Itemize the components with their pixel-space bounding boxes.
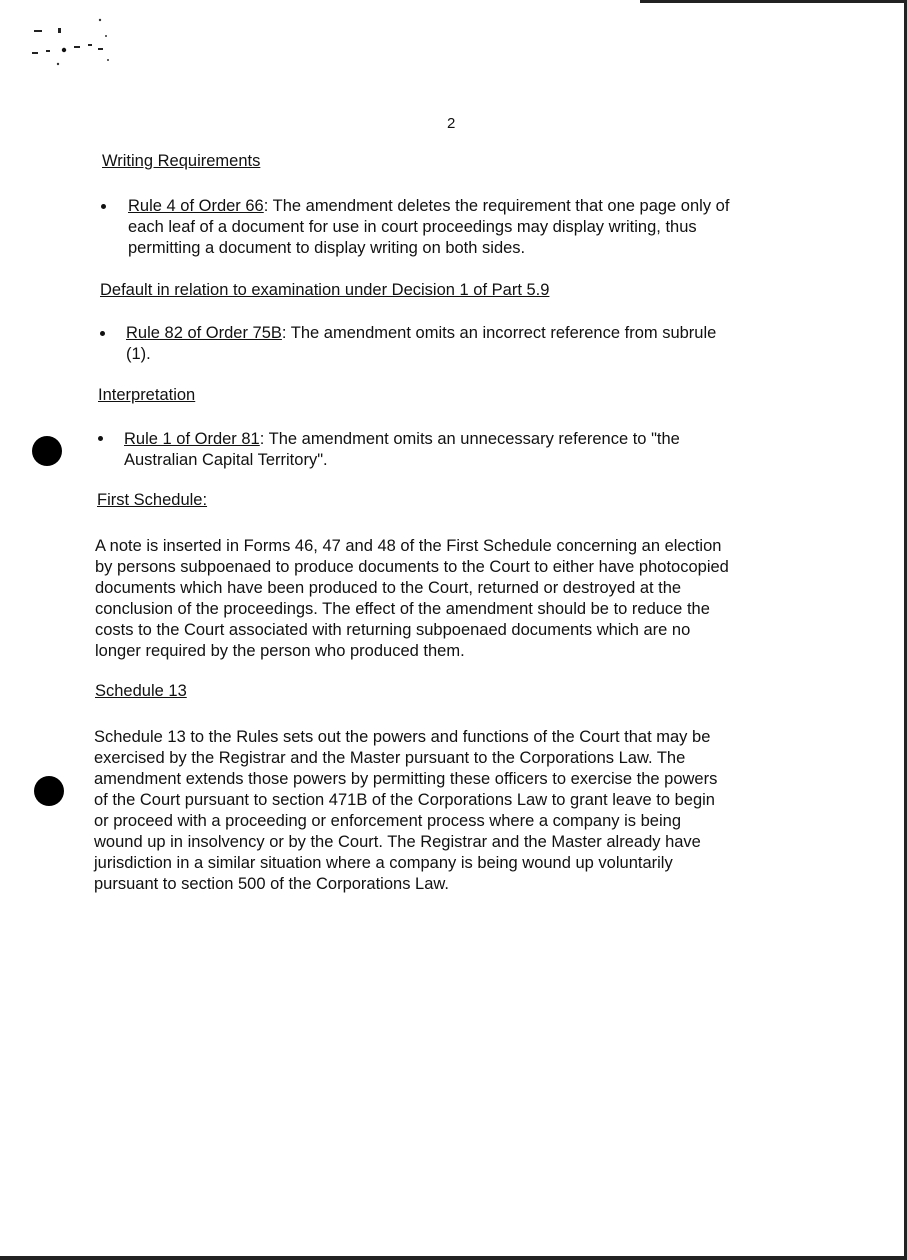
paragraph-line: jurisdiction in a similar situation where a company is being wound up voluntarily [94, 854, 673, 872]
page-number: 2 [447, 115, 456, 132]
rule-description: : The amendment omits an unnecessary reference to "the [259, 430, 680, 448]
paragraph-interpretation-rule [124, 429, 680, 471]
paragraph-line: wound up in insolvency or by the Court. The Registrar and the Master already have [94, 833, 701, 851]
bullet-dot [98, 436, 103, 441]
paragraph-line: longer required by the person who produced them. [95, 642, 465, 660]
paragraph-line: (1). [126, 345, 151, 363]
rule-description: : The amendment omits an incorrect reference from subrule [281, 324, 717, 342]
paragraph-line: exercised by the Registrar and the Master pursuant to the Corporations Law. The [94, 749, 686, 767]
bullet-dot [101, 204, 106, 209]
scan-edge-bottom [0, 1256, 907, 1260]
rule-reference: Rule 1 of Order 81 [124, 430, 260, 448]
paragraph-line [128, 196, 729, 217]
paragraph-writing-rule [128, 196, 729, 259]
paragraph-line: of the Court pursuant to section 471B of the Corporations Law to grant leave to begin [94, 791, 715, 809]
paragraph-line: A note is inserted in Forms 46, 47 and 48 of the First Schedule concerning an election [95, 537, 722, 555]
rule-reference: Rule 82 of Order 75B [126, 324, 282, 342]
paragraph-line: documents which have been produced to the Court, returned or destroyed at the [95, 579, 682, 597]
paragraph-line: each leaf of a document for use in court proceedings may display writing, thus [128, 218, 697, 236]
scan-edge-top [640, 0, 907, 3]
scan-speckles [28, 12, 123, 77]
paragraph-line: permitting a document to display writing on both sides. [128, 239, 526, 257]
heading-default-examination: Default in relation to examination under Decision 1 of Part 5.9 [100, 281, 550, 299]
paragraph-line: conclusion of the proceedings. The effect of the amendment should be to reduce the [95, 600, 710, 618]
heading-interpretation: Interpretation [98, 386, 196, 404]
rule-description: : The amendment deletes the requirement that one page only of [263, 197, 730, 215]
paragraph-line: by persons subpoenaed to produce documents to the Court to either have photocopied [95, 558, 729, 576]
rule-reference: Rule 4 of Order 66 [128, 197, 264, 215]
paragraph-line: costs to the Court associated with returning subpoenaed documents which are no [95, 621, 691, 639]
paragraph-line: Schedule 13 to the Rules sets out the powers and functions of the Court that may be [94, 728, 711, 746]
paragraph-line: amendment extends those powers by permitting these officers to exercise the powers [94, 770, 718, 788]
paragraph-first-schedule [95, 536, 729, 662]
punch-hole-bottom [34, 776, 64, 806]
paragraph-default-rule [126, 323, 716, 365]
punch-hole-top [32, 436, 62, 466]
heading-first-schedule: First Schedule: [97, 491, 208, 509]
bullet-dot [100, 331, 105, 336]
paragraph-schedule-13 [94, 727, 717, 895]
paragraph-line: pursuant to section 500 of the Corporations Law. [94, 875, 449, 893]
paragraph-line [126, 323, 716, 344]
paragraph-line: or proceed with a proceeding or enforcement process where a company is being [94, 812, 681, 830]
heading-schedule-13: Schedule 13 [95, 682, 187, 700]
paragraph-line [124, 429, 680, 450]
paragraph-line: Australian Capital Territory". [124, 451, 328, 469]
heading-writing-requirements: Writing Requirements [102, 152, 261, 170]
